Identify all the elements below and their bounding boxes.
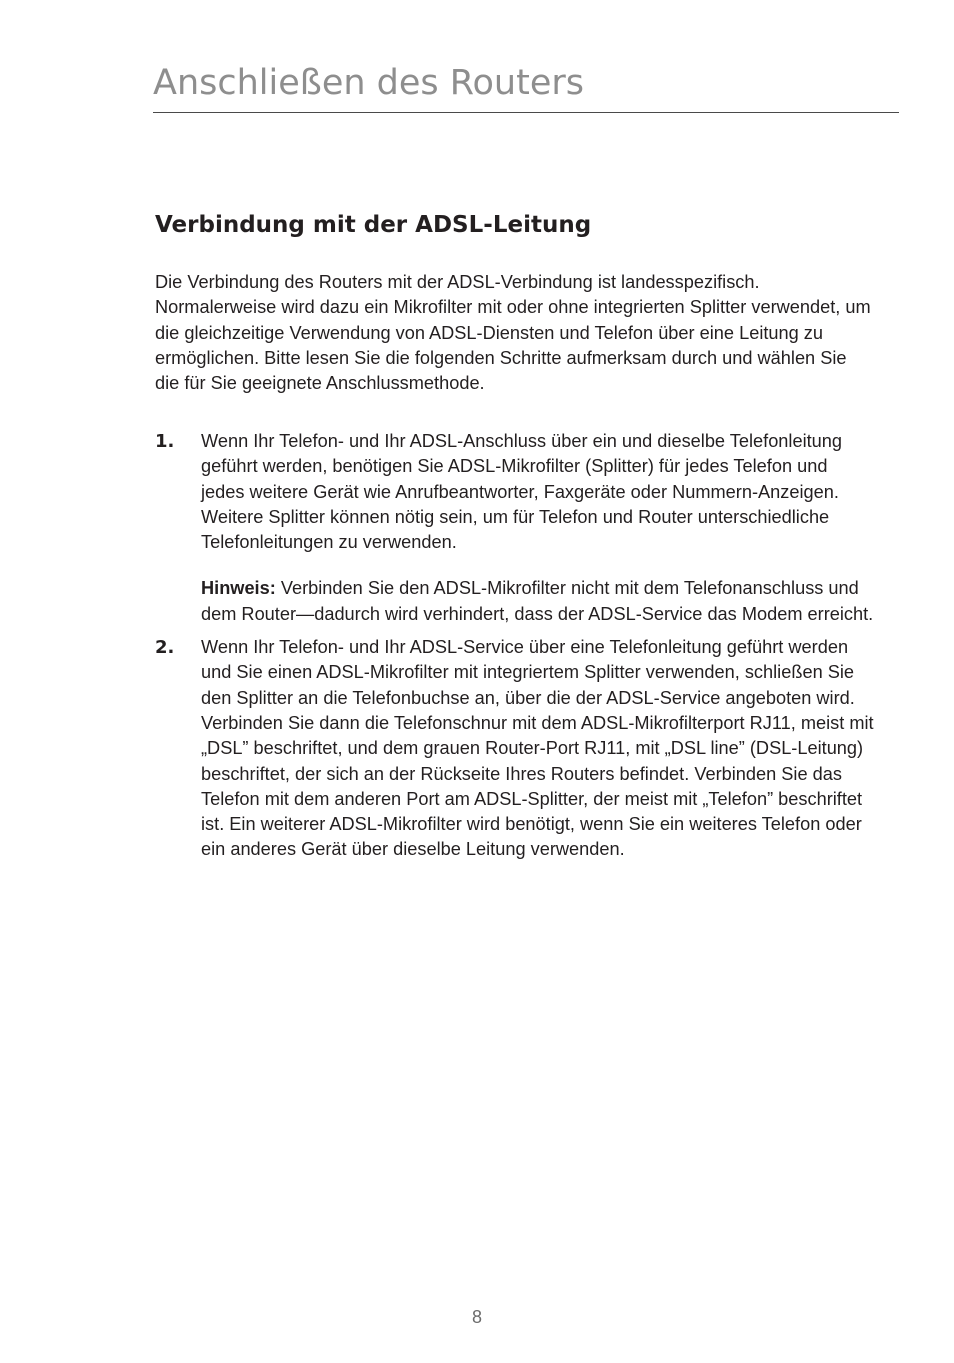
page-title: Anschließen des Routers — [153, 63, 584, 103]
page-number: 8 — [471, 1307, 482, 1327]
note — [201, 576, 875, 627]
step-number: 1. — [155, 431, 175, 452]
section-title: Verbindung mit der ADSL-Leitung — [155, 212, 592, 238]
note-text: Verbinden Sie den ADSL-Mikrofilter nicht mit dem Telefonanschluss und dem Router—dadurch wird verhindert, dass der ADSL-Service das Modem erreicht. — [201, 578, 874, 624]
step-text: Wenn Ihr Telefon- und Ihr ADSL-Anschluss über ein und dieselbe Telefonleitung geführt werden, benötigen Sie ADSL-Mikrofilter (Splitter) für jedes Telefon und jedes weitere Gerät wie Anrufbeantworter, Faxgeräte oder Nummern-Anzeigen. Weitere Splitter können nötig sein, um für Telefon und Router unterschiedliche Telefonleitungen zu verwenden. — [201, 431, 843, 553]
step-number: 2. — [155, 637, 175, 659]
step-1 — [155, 429, 875, 627]
intro-paragraph: Die Verbindung des Routers mit der ADSL-Verbindung ist landesspezifisch. Normalerweise wird dazu ein Mikrofilter mit oder ohne integrierten Splitter verwendet, um die gleichzeitige Verwendung von ADSL-Diensten und Telefon über eine Leitung zu ermöglichen. Bitte lesen Sie die folgenden Schritte aufmerksam durch und wählen Sie die für Sie geeignete Anschlussmethode. — [155, 272, 871, 394]
step-text: Wenn Ihr Telefon- und Ihr ADSL-Service über eine Telefonleitung geführt werden und Sie einen ADSL-Mikrofilter mit integriertem Splitter verwenden, schließen Sie den Splitter an die Telefonbuchse an, über die der ADSL-Service angeboten wird. Verbinden Sie dann die Telefonschnur mit dem ADSL-Mikrofilterport RJ11, meist mit „DSL” beschriftet, und dem grauen Router-Port RJ11, mit „DSL line” (DSL-Leitung) beschriftet, der sich an der Rückseite Ihres Routers befindet. Verbinden Sie das Telefon mit dem anderen Port am ADSL-Splitter, der meist mit „Telefon” beschriftet ist. Ein weiterer ADSL-Mikrofilter wird benötigt, wenn Sie ein weiteres Telefon oder ein anderes Gerät über dieselbe Leitung verwenden. — [201, 637, 874, 860]
steps-list — [155, 429, 875, 863]
page-header — [153, 62, 899, 113]
step-2 — [155, 635, 875, 863]
note-label: Hinweis: — [201, 578, 276, 599]
header-rule — [153, 112, 899, 113]
